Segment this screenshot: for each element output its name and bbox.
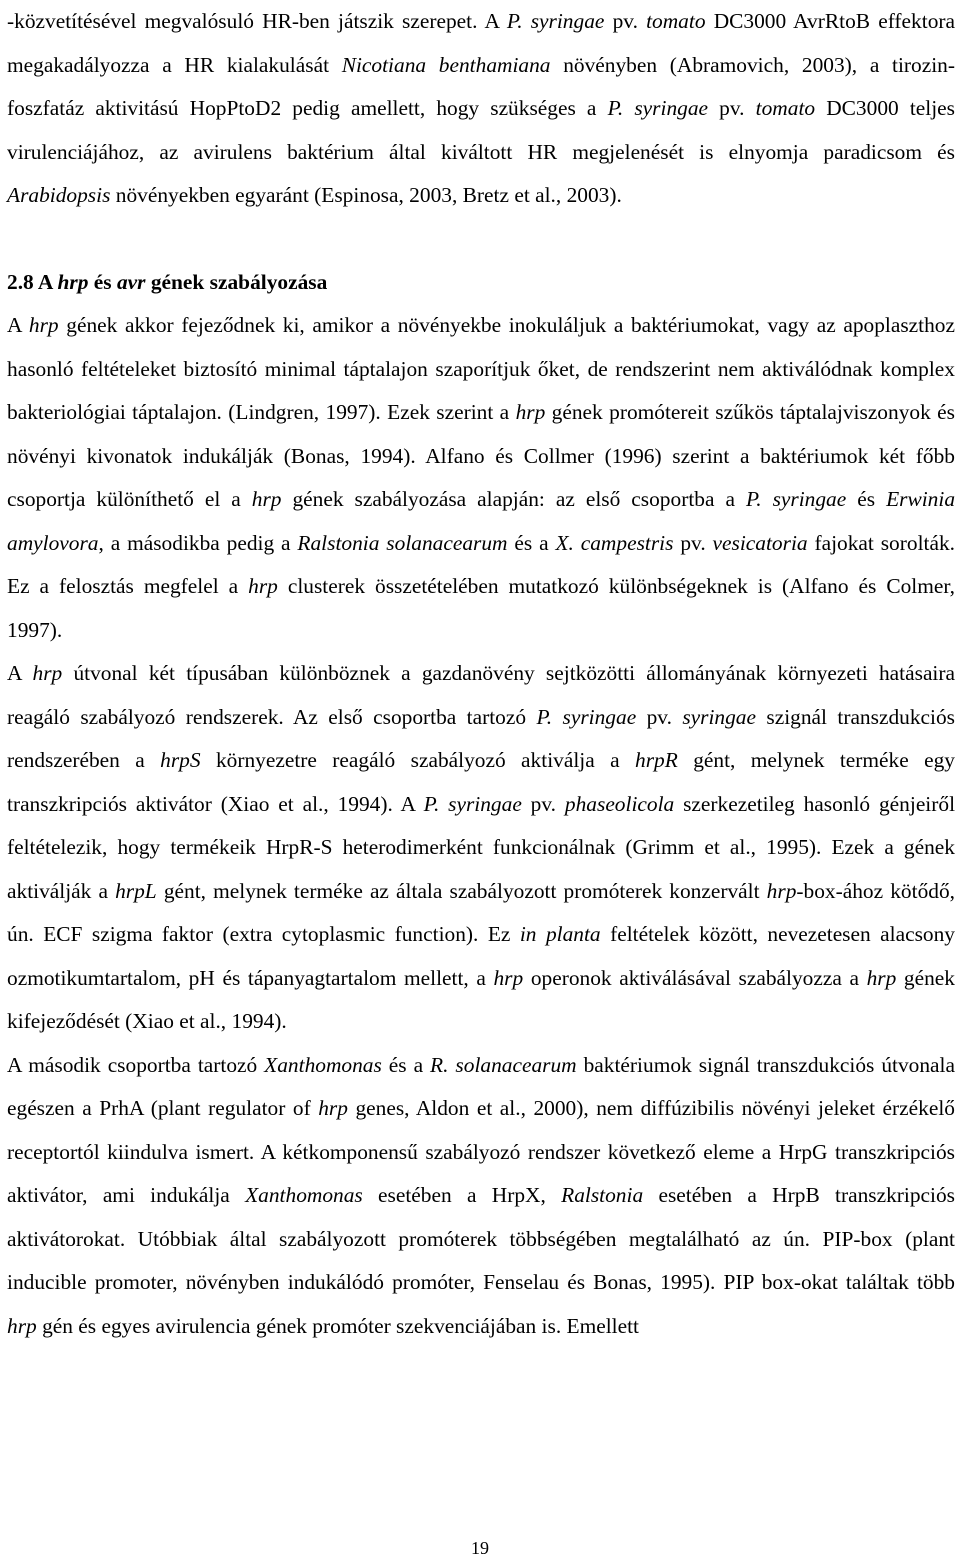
italic-term: P. syringae bbox=[745, 487, 847, 511]
italic-term: syringae bbox=[682, 704, 756, 729]
paragraph-second-group: A második csoportba tartozó Xanthomonas és a R. solanacearum baktériumok signál transzdukciós útvonala egészen a PrhA (plant regulator of hrp genes, Aldon et al., 2000), nem diffúzibilis növényi jeleket érzékelő receptortól kiindulva ismert. A kétkomponensű szabályozó rendszer következő eleme a HrpG transzkripciós aktivátor, ami indukálja Xanthomonas esetében a HrpX, Ralstonia esetében a HrpB transzkripciós aktivátorokat. Utóbbiak által szabályozott promóterek többségében megtalálható az ún. PIP-box (plant inducible promoter, növényben indukálódó promóter, Fenselau és Bonas, 1995). PIP box-okat találtak több hrp gén és egyes avirulencia gének promóter szekvenciájában is. Emellett bbox=[7, 1052, 955, 1338]
paragraph-hrp-expression: A hrp gének akkor fejeződnek ki, amikor a növényekbe inokuláljuk a baktériumokat, vagy az apoplaszthoz hasonló feltételeket biztosító minimal táptalajon szaporítjuk őket, de rendszerint nem aktiválódnak komplex bakteriológiai táptalajon. (Lindgren, 1997). Ezek szerint a hrp gének promótereit szűkös táptalajviszonyok és növényi kivonatok indukálják (Bonas, 1994). Alfano és Collmer (1996) szerint a baktériumok két főbb csoportja különíthető el a hrp gének szabályozása alapján: az első csoportba a P. syringae és Erwinia amylovora, a másodikba pedig a Ralstonia solanacearum és a X. campestris pv. vesicatoria fajokat sorolták. Ez a felosztás megfelel a hrp clusterek összetételében mutatkozó különbségeknek is (Alfano és Colmer, 1997). bbox=[7, 313, 956, 642]
page-number: 19 bbox=[471, 1538, 489, 1558]
italic-term: hrp bbox=[515, 400, 546, 424]
italic-term: hrp bbox=[866, 965, 897, 990]
italic-term: hrp bbox=[766, 878, 797, 903]
italic-term: hrp bbox=[32, 661, 63, 685]
italic-term: R. solanacearum bbox=[430, 1052, 577, 1077]
italic-term: X. campestris bbox=[555, 530, 674, 555]
italic-term: hrp bbox=[7, 1313, 37, 1338]
italic-term: Ralstonia bbox=[561, 1183, 644, 1207]
italic-term: hrp bbox=[248, 574, 278, 598]
italic-term: vesicatoria bbox=[712, 530, 808, 555]
italic-term: Erwinia amylovora bbox=[7, 487, 956, 555]
italic-term: Nicotiana benthamiana bbox=[341, 52, 551, 77]
italic-term: P. syringae bbox=[506, 9, 605, 33]
italic-term: hrpR bbox=[635, 748, 678, 772]
italic-term: P. syringae bbox=[607, 96, 709, 120]
section-heading: 2.8 A hrp és avr gének szabályozása bbox=[7, 269, 328, 294]
italic-term: phaseolicola bbox=[564, 791, 675, 816]
document-page bbox=[7, 0, 955, 1348]
italic-term: hrp bbox=[28, 313, 59, 337]
italic-term: hrp bbox=[318, 1096, 348, 1120]
italic-term: Ralstonia solanacearum bbox=[297, 530, 508, 555]
italic-term: tomato bbox=[755, 96, 816, 120]
italic-term: in planta bbox=[519, 922, 601, 946]
paragraph-first-group: A hrp útvonal két típusában különböznek a gazdanövény sejtközötti állományának környezeti hatásaira reagáló szabályozó rendszerek. Az első csoportba tartozó P. syringae pv. syringae szignál transzdukciós rendszerében a hrpS környezetre reagáló szabályozó aktiválja a hrpR gént, melynek terméke egy transzkripciós aktivátor (Xiao et al., 1994). A P. syringae pv. phaseolicola szerkezetileg hasonló génjeiről feltételezik, hogy termékeik HrpR-S heterodimerként funkcionálnak (Grimm et al., 1995). Ezek a gének aktiválják a hrpL gént, melynek terméke az általa szabályozott promóterek konzervált hrp-box-ához kötődő, ún. ECF szigma faktor (extra cytoplasmic function). Ez in planta feltételek között, nevezetesen alacsony ozmotikumtartalom, pH és tápanyagtartalom mellett, a hrp operonok aktiválásával szabályozza a hrp gének kifejeződését (Xiao et al., 1994). bbox=[7, 661, 956, 1033]
italic-term: hrpL bbox=[115, 878, 157, 903]
italic-term: Xanthomonas bbox=[264, 1052, 382, 1077]
italic-term: avr bbox=[116, 269, 146, 294]
italic-term: P. syringae bbox=[423, 791, 522, 816]
italic-term: hrp bbox=[493, 965, 524, 990]
italic-term: tomato bbox=[646, 9, 706, 33]
italic-term: Xanthomonas bbox=[245, 1183, 363, 1207]
italic-term: hrp bbox=[251, 487, 282, 511]
italic-term: P. syringae bbox=[536, 704, 637, 729]
italic-term: hrp bbox=[57, 269, 89, 294]
paragraph-spacer bbox=[7, 218, 955, 261]
paragraph-intro: -közvetítésével megvalósuló HR-ben játszik szerepet. A P. syringae pv. tomato DC3000 AvrRtoB effektora megakadályozza a HR kialakulását Nicotiana benthamiana növényben (Abramovich, 2003), a tirozin-foszfatáz aktivitású HopPtoD2 pedig amellett, hogy szükséges a P. syringae pv. tomato DC3000 teljes virulenciájához, az avirulens baktérium által kiváltott HR megjelenését is elnyomja paradicsom és Arabidopsis növényekben egyaránt (Espinosa, 2003, Bretz et al., 2003). bbox=[7, 9, 956, 207]
italic-term: hrpS bbox=[160, 748, 201, 772]
italic-term: Arabidopsis bbox=[7, 183, 111, 207]
